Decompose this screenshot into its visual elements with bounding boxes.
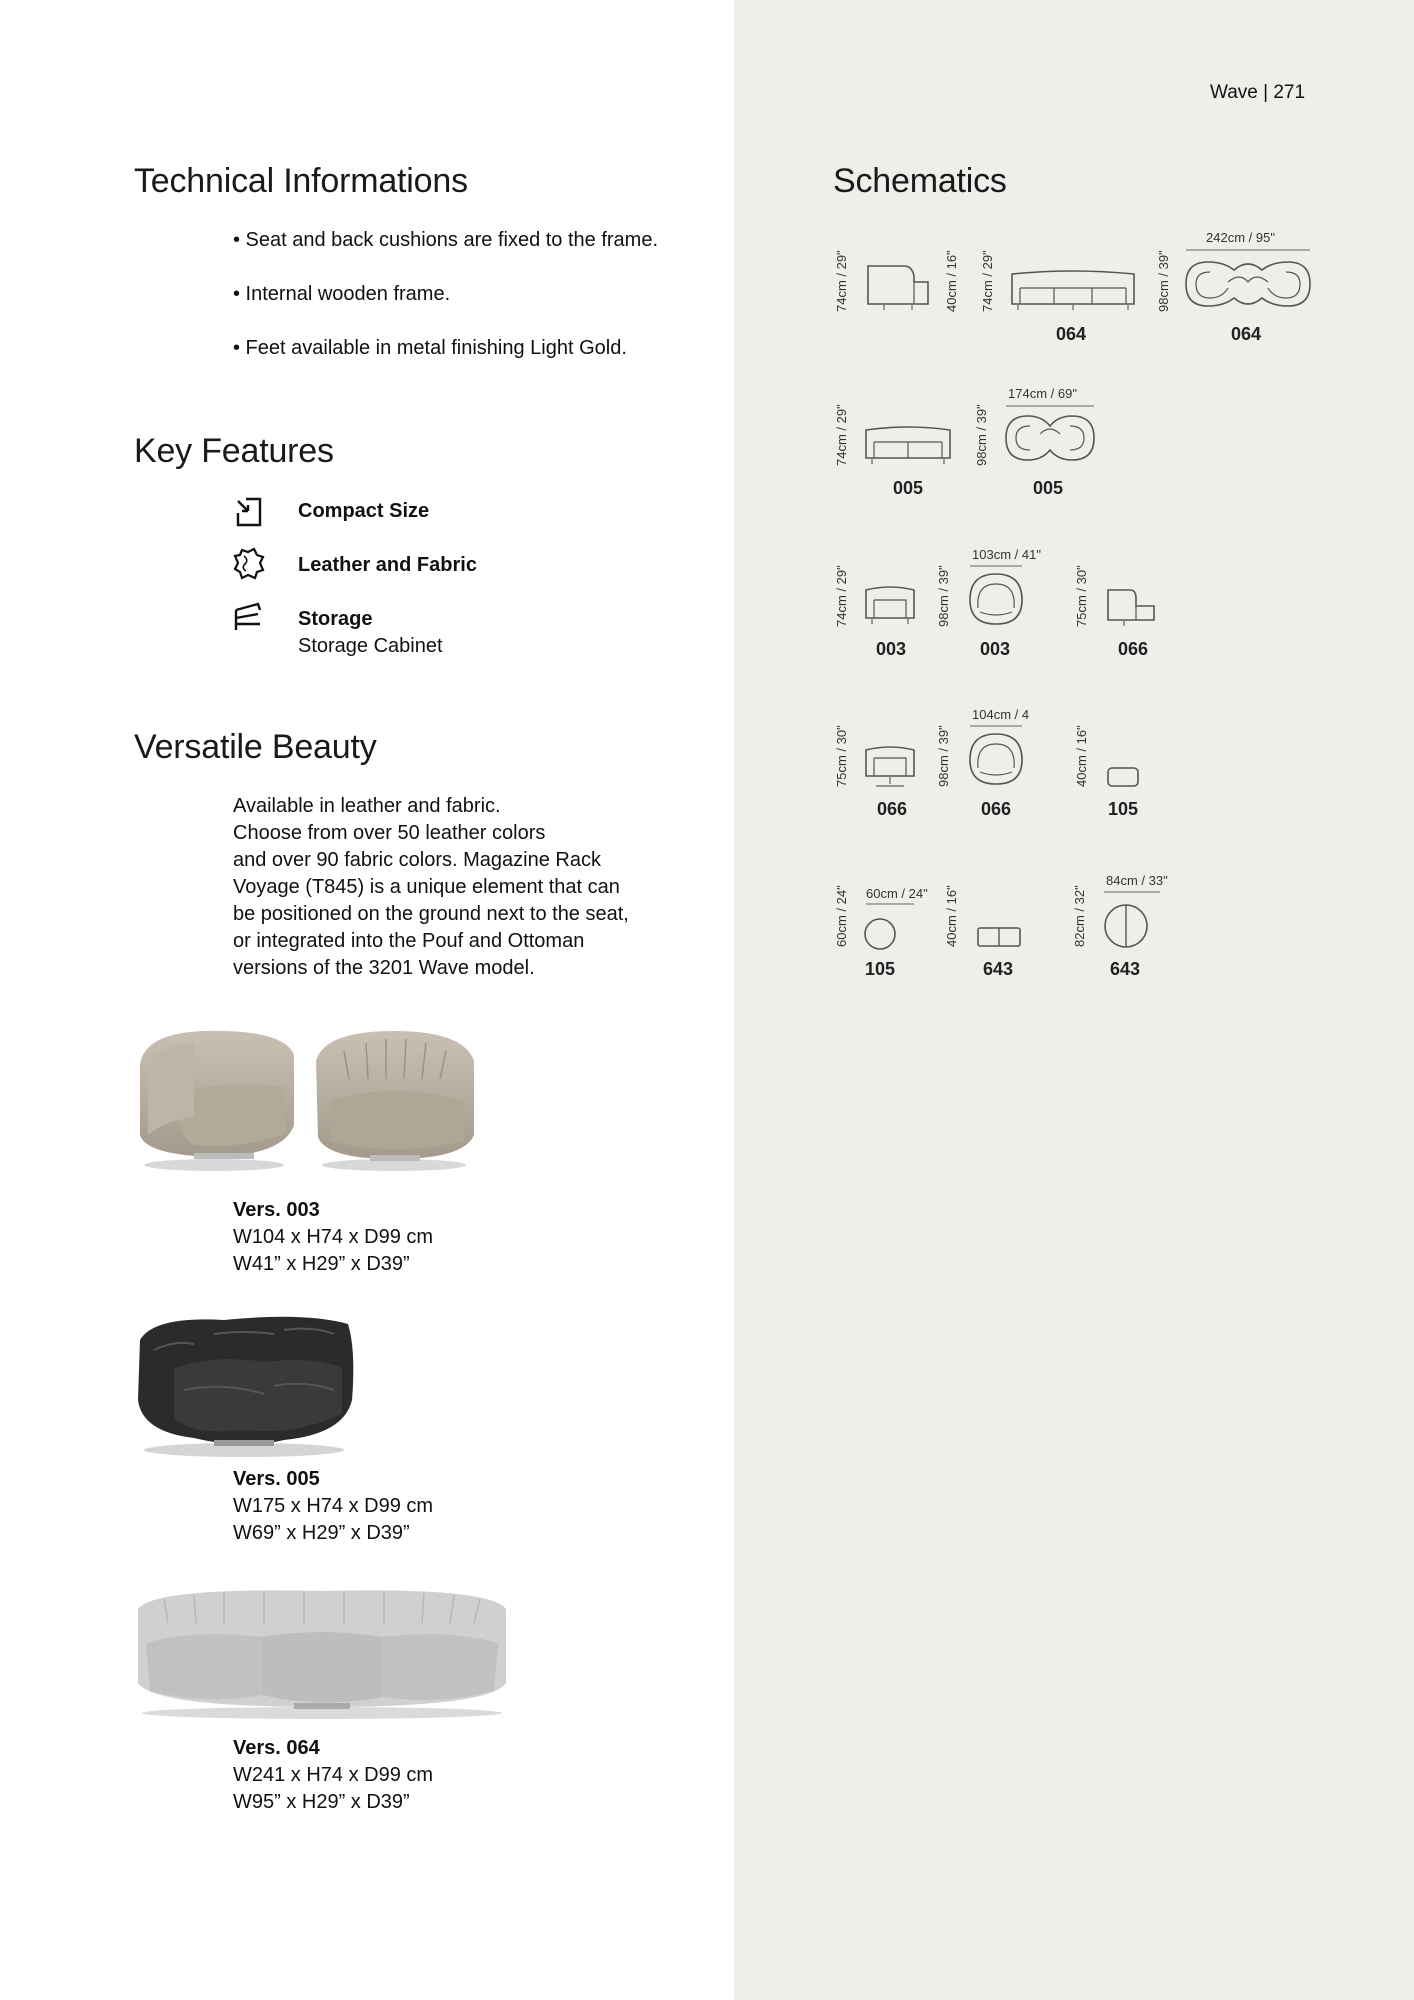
schematic-code: 105 — [1107, 799, 1139, 819]
dimension-label: 98cm / 39" — [936, 725, 951, 787]
version-005-dim-cm: W175 x H74 x D99 cm — [233, 1495, 434, 1517]
version-064-dim-in: W95” x H29” x D39” — [233, 1791, 410, 1813]
compact-size-icon — [232, 495, 266, 529]
version-005-dim-in: W69” x H29” x D39” — [233, 1522, 410, 1544]
top-view-005-schematic — [1004, 404, 1096, 468]
version-064-name: Vers. 064 — [233, 1737, 320, 1759]
dimension-label: 75cm / 30" — [1074, 565, 1089, 627]
sofa-064-photo — [134, 1583, 510, 1723]
versatile-beauty-text — [233, 793, 693, 982]
top-view-064-schematic — [1184, 248, 1312, 318]
leather-fabric-icon — [232, 546, 266, 580]
text-line: Choose from over 50 leather colors — [233, 822, 546, 844]
schematic-code: 003 — [875, 639, 907, 659]
pouf-105-side-schematic — [1104, 764, 1144, 790]
feature-storage-subtitle: Storage Cabinet — [298, 635, 443, 657]
schematic-code: 105 — [864, 959, 896, 979]
front-view-064-schematic — [1008, 268, 1138, 314]
dimension-label: 98cm / 39" — [974, 404, 989, 466]
dimension-label: 104cm / 4 — [972, 707, 1030, 722]
dimension-label: 75cm / 30" — [834, 725, 849, 787]
schematic-code: 005 — [892, 478, 924, 498]
version-005-name: Vers. 005 — [233, 1468, 320, 1490]
page-number: Wave | 271 — [1210, 82, 1306, 103]
text-line: or integrated into the Pouf and Ottoman — [233, 930, 585, 952]
dimension-label: 103cm / 41" — [972, 547, 1041, 562]
front-view-066-schematic — [862, 744, 918, 790]
schematic-code: 003 — [979, 639, 1011, 659]
schematic-code: 066 — [980, 799, 1012, 819]
dimension-label: 60cm / 24" — [834, 885, 849, 947]
dimension-label: 74cm / 29" — [980, 250, 995, 312]
text-line: Voyage (T845) is a unique element that can — [233, 876, 620, 898]
dimension-label: 60cm / 24" — [866, 886, 928, 901]
ottoman-643-top-schematic — [1100, 890, 1164, 954]
dimension-label: 84cm / 33" — [1106, 873, 1168, 888]
schematic-code: 066 — [876, 799, 908, 819]
dimension-label: 242cm / 95" — [1206, 230, 1275, 245]
side-view-064-schematic — [864, 258, 934, 314]
schematic-code: 005 — [1032, 478, 1064, 498]
key-features-title: Key Features — [134, 432, 334, 470]
technical-bullet: • Seat and back cushions are fixed to the frame. — [233, 229, 659, 251]
text-line: versions of the 3201 Wave model. — [233, 957, 535, 979]
schematic-code: 643 — [1109, 959, 1141, 979]
dimension-label: 74cm / 29" — [834, 565, 849, 627]
loveseat-005-photo — [134, 1310, 364, 1460]
text-line: be positioned on the ground next to the seat, — [233, 903, 629, 925]
dimension-label: 98cm / 39" — [936, 565, 951, 627]
dimension-label: 40cm / 16" — [944, 250, 959, 312]
front-view-005-schematic — [862, 424, 954, 468]
ottoman-643-side-schematic — [974, 924, 1024, 950]
schematic-code: 064 — [1055, 324, 1087, 344]
version-003-dim-in: W41” x H29” x D39” — [233, 1253, 410, 1275]
technical-bullet: • Feet available in metal finishing Light Gold. — [233, 337, 627, 359]
dimension-label: 74cm / 29" — [834, 404, 849, 466]
feature-storage: Storage — [298, 608, 373, 630]
dimension-label: 40cm / 16" — [944, 885, 959, 947]
armchair-003-photo — [134, 1025, 484, 1175]
version-064-dim-cm: W241 x H74 x D99 cm — [233, 1764, 434, 1786]
top-view-066-schematic — [966, 724, 1026, 788]
side-view-066-schematic — [1104, 586, 1160, 630]
dimension-label: 82cm / 32" — [1072, 885, 1087, 947]
technical-title: Technical Informations — [134, 162, 468, 200]
feature-leather-fabric: Leather and Fabric — [298, 554, 477, 576]
schematic-code: 066 — [1117, 639, 1149, 659]
schematic-code: 064 — [1230, 324, 1262, 344]
dimension-label: 174cm / 69" — [1008, 386, 1077, 401]
dimension-label: 74cm / 29" — [834, 250, 849, 312]
text-line: Available in leather and fabric. — [233, 795, 501, 817]
technical-bullet: • Internal wooden frame. — [233, 283, 451, 305]
feature-compact-size: Compact Size — [298, 500, 430, 522]
dimension-label: 98cm / 39" — [1156, 250, 1171, 312]
storage-icon — [232, 600, 266, 634]
schematics-title: Schematics — [833, 162, 1007, 200]
front-view-003-schematic — [862, 584, 918, 628]
dimension-label: 40cm / 16" — [1074, 725, 1089, 787]
top-view-003-schematic — [966, 564, 1026, 628]
text-line: and over 90 fabric colors. Magazine Rack — [233, 849, 601, 871]
versatile-beauty-title: Versatile Beauty — [134, 728, 377, 766]
pouf-105-top-schematic — [862, 902, 918, 952]
version-003-dim-cm: W104 x H74 x D99 cm — [233, 1226, 434, 1248]
version-003-name: Vers. 003 — [233, 1199, 320, 1221]
schematic-code: 643 — [982, 959, 1014, 979]
